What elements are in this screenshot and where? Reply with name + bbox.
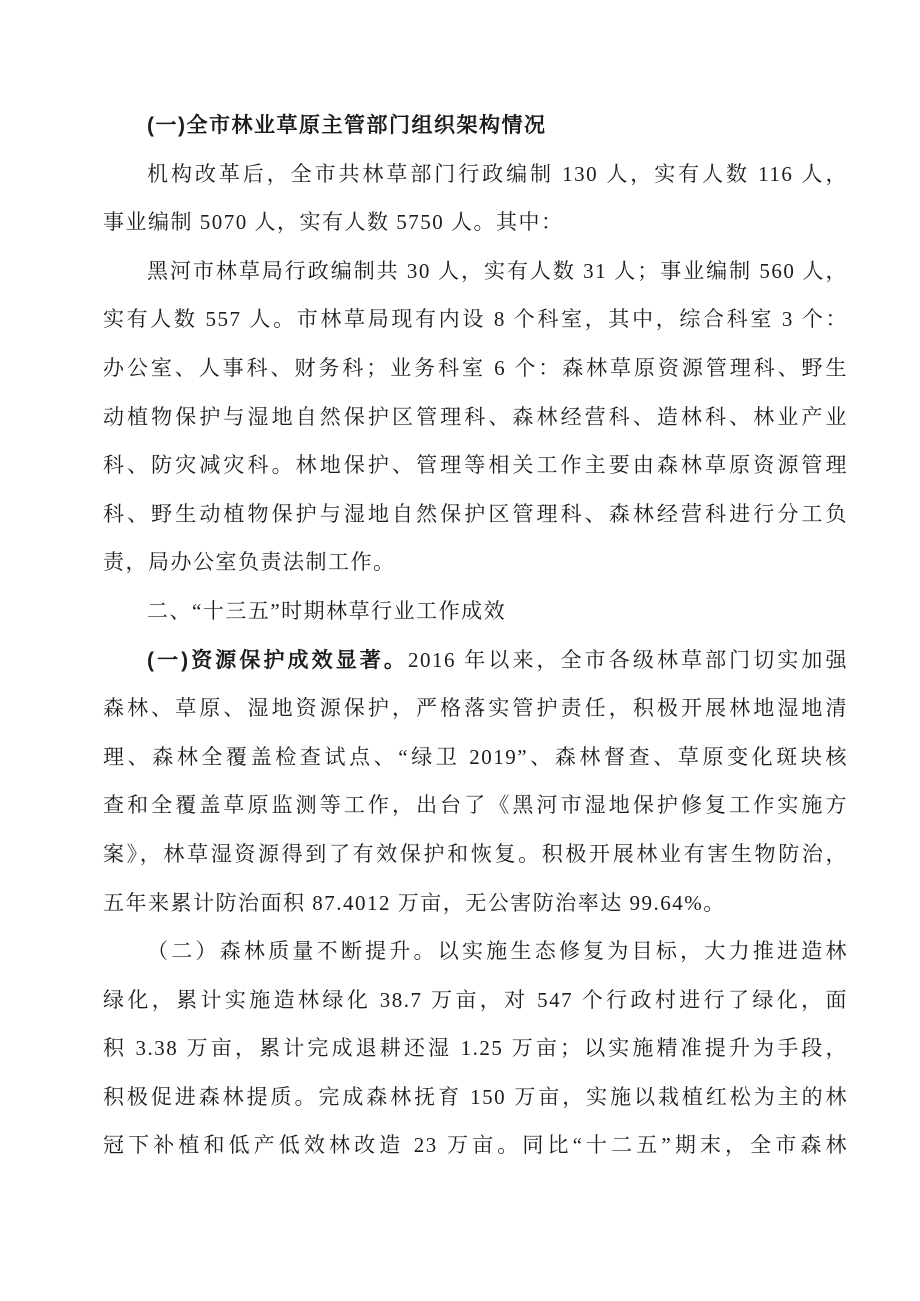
text-run: 积极促进森林提质。完成森林抚育 150 万亩，实施以栽植红松为主的林	[103, 1084, 848, 1109]
text-line	[103, 150, 848, 199]
text-run: 科、野生动植物保护与湿地自然保护区管理科、森林经营科进行分工负	[103, 501, 848, 526]
text-line	[103, 1121, 848, 1170]
text-run: 黑河市林草局行政编制共 30 人，实有人数 31 人；事业编制 560 人，	[147, 258, 848, 283]
text-run: 积 3.38 万亩，累计完成退耕还湿 1.25 万亩；以实施精准提升为手段，	[103, 1036, 848, 1061]
text-line	[103, 101, 848, 150]
text-line	[103, 879, 848, 928]
text-line	[103, 247, 848, 296]
text-run: 查和全覆盖草原监测等工作，出台了《黑河市湿地保护修复工作实施方	[103, 793, 848, 818]
text-line	[103, 636, 848, 685]
text-line	[103, 393, 848, 442]
text-run: 冠下补植和低产低效林改造 23 万亩。同比“十二五”期末，全市森林	[103, 1133, 848, 1158]
document-body	[103, 101, 848, 1170]
text-line	[103, 1024, 848, 1073]
text-line	[103, 490, 848, 539]
text-run: 事业编制 5070 人，实有人数 5750 人。其中：	[103, 210, 564, 235]
text-line	[103, 1073, 848, 1122]
text-line	[103, 976, 848, 1025]
text-run: 绿化，累计实施造林绿化 38.7 万亩，对 547 个行政村进行了绿化，面	[103, 987, 848, 1012]
text-run: 森林、草原、湿地资源保护，严格落实管护责任，积极开展林地湿地清	[103, 696, 848, 721]
text-run: 办公室、人事科、财务科；业务科室 6 个：森林草原资源管理科、野生	[103, 355, 848, 380]
text-line	[103, 733, 848, 782]
text-run: 科、防灾减灾科。林地保护、管理等相关工作主要由森林草原资源管理	[103, 453, 848, 478]
text-run: 机构改革后，全市共林草部门行政编制 130 人，实有人数 116 人，	[147, 161, 848, 186]
text-line	[103, 295, 848, 344]
text-line	[103, 927, 848, 976]
text-run: 五年来累计防治面积 87.4012 万亩，无公害防治率达 99.64%。	[103, 890, 726, 915]
text-line	[103, 781, 848, 830]
text-run: 2016 年以来，全市各级林草部门切实加强	[407, 647, 848, 672]
text-run: 实有人数 557 人。市林草局现有内设 8 个科室，其中，综合科室 3 个：	[103, 307, 848, 332]
text-line	[103, 587, 848, 636]
text-run: 案》，林草湿资源得到了有效保护和恢复。积极开展林业有害生物防治，	[103, 841, 848, 866]
text-run: 动植物保护与湿地自然保护区管理科、森林经营科、造林科、林业产业	[103, 404, 848, 429]
bold-run: (一)全市林业草原主管部门组织架构情况	[147, 114, 547, 137]
bold-run: (一)资源保护成效显著。	[147, 648, 408, 672]
text-run: 责，局办公室负责法制工作。	[103, 550, 396, 575]
text-line	[103, 441, 848, 490]
text-line	[103, 344, 848, 393]
text-line	[103, 198, 848, 247]
text-run: （二）森林质量不断提升。以实施生态修复为目标，大力推进造林	[147, 939, 848, 964]
text-run: 理、森林全覆盖检查试点、“绿卫 2019”、森林督查、草原变化斑块核	[103, 744, 848, 769]
text-line	[103, 684, 848, 733]
text-line	[103, 830, 848, 879]
text-run: 二、“十三五”时期林草行业工作成效	[147, 598, 507, 623]
text-line	[103, 538, 848, 587]
